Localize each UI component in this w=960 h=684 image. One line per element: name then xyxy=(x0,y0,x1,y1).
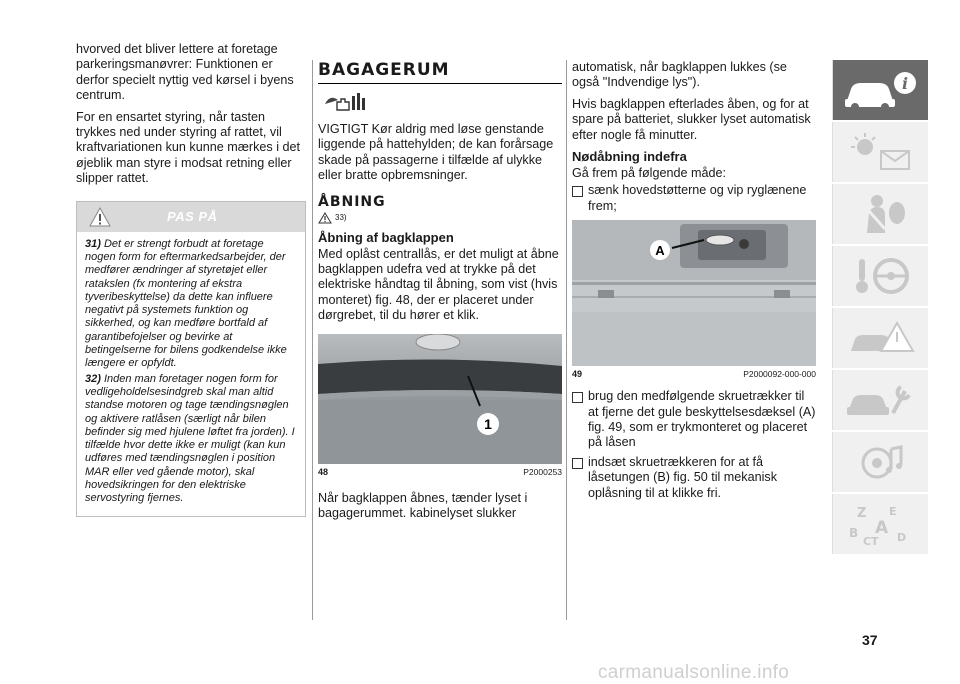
figure-callout-1: 1 xyxy=(484,415,492,432)
svg-text:B: B xyxy=(848,526,858,540)
list-item xyxy=(572,183,816,214)
tab-safety[interactable] xyxy=(832,184,928,244)
svg-text:Z: Z xyxy=(856,506,866,521)
warning-reference xyxy=(318,212,562,224)
warning-triangle-icon xyxy=(89,207,111,227)
figure-caption xyxy=(572,369,816,379)
figure-code: P2000253 xyxy=(523,466,562,477)
tab-multimedia[interactable] xyxy=(832,432,928,492)
tab-maintenance[interactable] xyxy=(832,370,928,430)
list-item-text: indsæt skruetrækkeren for at få låsetungen (B) fig. 50 til mekanisk oplåsning til at klikke fri. xyxy=(588,454,777,500)
section-title: BAGAGERUM xyxy=(318,60,562,84)
footnote-number: 31) xyxy=(85,237,101,250)
figure-49 xyxy=(572,220,816,379)
body-paragraph: For en ensartet styring, når tasten trykkes ned under styring af rattet, vil kraftvariationen kun kunne mærkes i det øjeblik man styre i modsat retning eller slipper rattet. xyxy=(76,109,301,186)
warning-box xyxy=(76,201,306,517)
figure-code: P2000092-000-000 xyxy=(743,369,816,380)
figure-number: 49 xyxy=(572,369,583,380)
lights-message-icon xyxy=(841,129,921,175)
page-number: 37 xyxy=(862,632,878,648)
checkbox-bullet-icon xyxy=(572,392,583,403)
figure-number: 48 xyxy=(318,466,329,477)
wrench-car-icon xyxy=(841,377,921,423)
figure-callout-a: A xyxy=(655,243,665,259)
warning-title: PAS PÅ xyxy=(167,209,218,225)
svg-text:E: E xyxy=(888,505,897,518)
tab-index[interactable] xyxy=(832,494,928,554)
body-paragraph: Gå frem på følgende måde: xyxy=(572,166,727,181)
lock-photo xyxy=(572,220,816,366)
steering-key-icon xyxy=(841,253,921,299)
warning-body xyxy=(77,232,305,516)
body-paragraph: Hvis bagklappen efterlades åben, og for at spare på batteriet, slukker lyset automatisk efter nogle få minutter. xyxy=(572,96,811,142)
svg-text:D: D xyxy=(896,531,906,544)
footnote-number: 32) xyxy=(85,372,101,385)
body-paragraph: hvorved det bliver lettere at foretage parkeringsmanøvrer: Funktionen er derfor specielt nyttig ved kørsel i byens centrum. xyxy=(76,42,294,103)
warning-header xyxy=(77,202,305,232)
list-item-text: brug den medfølgende skruetrækker til at fjerne det gule beskyttelsesdæksel (A) fig. 49, som er trykmonteret og placeret på låsen xyxy=(588,389,816,450)
figure-caption xyxy=(318,467,562,477)
important-note: VIGTIGT Kør aldrig med løse genstande liggende på hattehylden; de kan forårsage skade på passagerne i tilfælde af ulykke eller bratte opbremsninger. xyxy=(318,122,554,183)
footnote-text: Det er strengt forbudt at foretage nogen form for eftermarkedsarbejder, der medfører ændringer af styretøjet eller ratakslen (fx montering af ekstra tyveribeskyttelse) da dette kan influere negativt på systemets funktion og sikkerhed, og kan medføre bortfald af garantibefojelser og bevirke at betingelserne for bilens godkendelse ikke længere er opfyldt. xyxy=(85,237,287,370)
subheading: Nødåbning indefra xyxy=(572,149,687,165)
tab-emergency[interactable] xyxy=(832,308,928,368)
checkbox-bullet-icon xyxy=(572,186,583,197)
chapter-sidebar xyxy=(832,60,928,556)
index-letters-icon xyxy=(841,501,921,547)
checkbox-bullet-icon xyxy=(572,458,583,469)
car-info-icon xyxy=(841,67,921,113)
subsection-title: ÅBNING xyxy=(318,193,386,210)
svg-text:i: i xyxy=(901,74,908,93)
tab-lights-messages[interactable] xyxy=(832,122,928,182)
tab-car-info[interactable] xyxy=(832,60,928,120)
warning-car-icon xyxy=(841,315,921,361)
subheading: Åbning af bagklappen xyxy=(318,229,454,245)
svg-text:T: T xyxy=(870,535,879,547)
footnote-31 xyxy=(85,238,297,371)
multimedia-icon xyxy=(841,439,921,485)
body-paragraph: Når bagklappen åbnes, tænder lyset i bagagerummet. kabinelyset slukker xyxy=(318,490,528,521)
figure-48 xyxy=(318,334,562,477)
footnote-text: Inden man foretager nogen form for vedligeholdelsesindgreb skal man altid standse motoren og tage tændingsnøglen og aktivere ratlåsen (særligt når bilen befinder sig med hjulene løftet fra jorden). I tilfælde hvor dette ikke er muligt (kan kun udføres med tændingsnøglen i position MAR eller ved gående motor), skal hovedsikringen for den elektriske servostyring fjernes. xyxy=(85,372,295,505)
list-item xyxy=(572,455,816,501)
body-paragraph: automatisk, når bagklappen lukkes (se også "Indvendige lys"). xyxy=(572,60,787,90)
warning-triangle-icon xyxy=(318,212,332,224)
tailgate-photo xyxy=(318,334,562,464)
reference-number: 33) xyxy=(335,213,347,223)
column-middle xyxy=(318,42,562,527)
seatbelt-airbag-icon xyxy=(841,191,921,237)
column-divider xyxy=(312,60,313,620)
list-item-text: sænk hovedstøtterne og vip ryglænene frem; xyxy=(588,183,807,213)
column-divider xyxy=(566,60,567,620)
svg-text:C: C xyxy=(862,535,871,547)
list-item xyxy=(572,389,816,451)
tab-starting-driving[interactable] xyxy=(832,246,928,306)
svg-text:A: A xyxy=(874,518,888,538)
footnote-32 xyxy=(85,373,297,506)
body-paragraph: Med oplåst centrallås, er det muligt at åbne bagklappen udefra ved at trykke på det elektriske håndtag til åbning, som vist (hvis monteret) fig. 48, der er placeret under dørgrebet, til du hører et klik. xyxy=(318,246,559,323)
column-left xyxy=(76,42,306,517)
column-right xyxy=(572,42,816,505)
watermark: carmanualsonline.info xyxy=(598,662,790,683)
luggage-environment-icon xyxy=(322,90,368,112)
